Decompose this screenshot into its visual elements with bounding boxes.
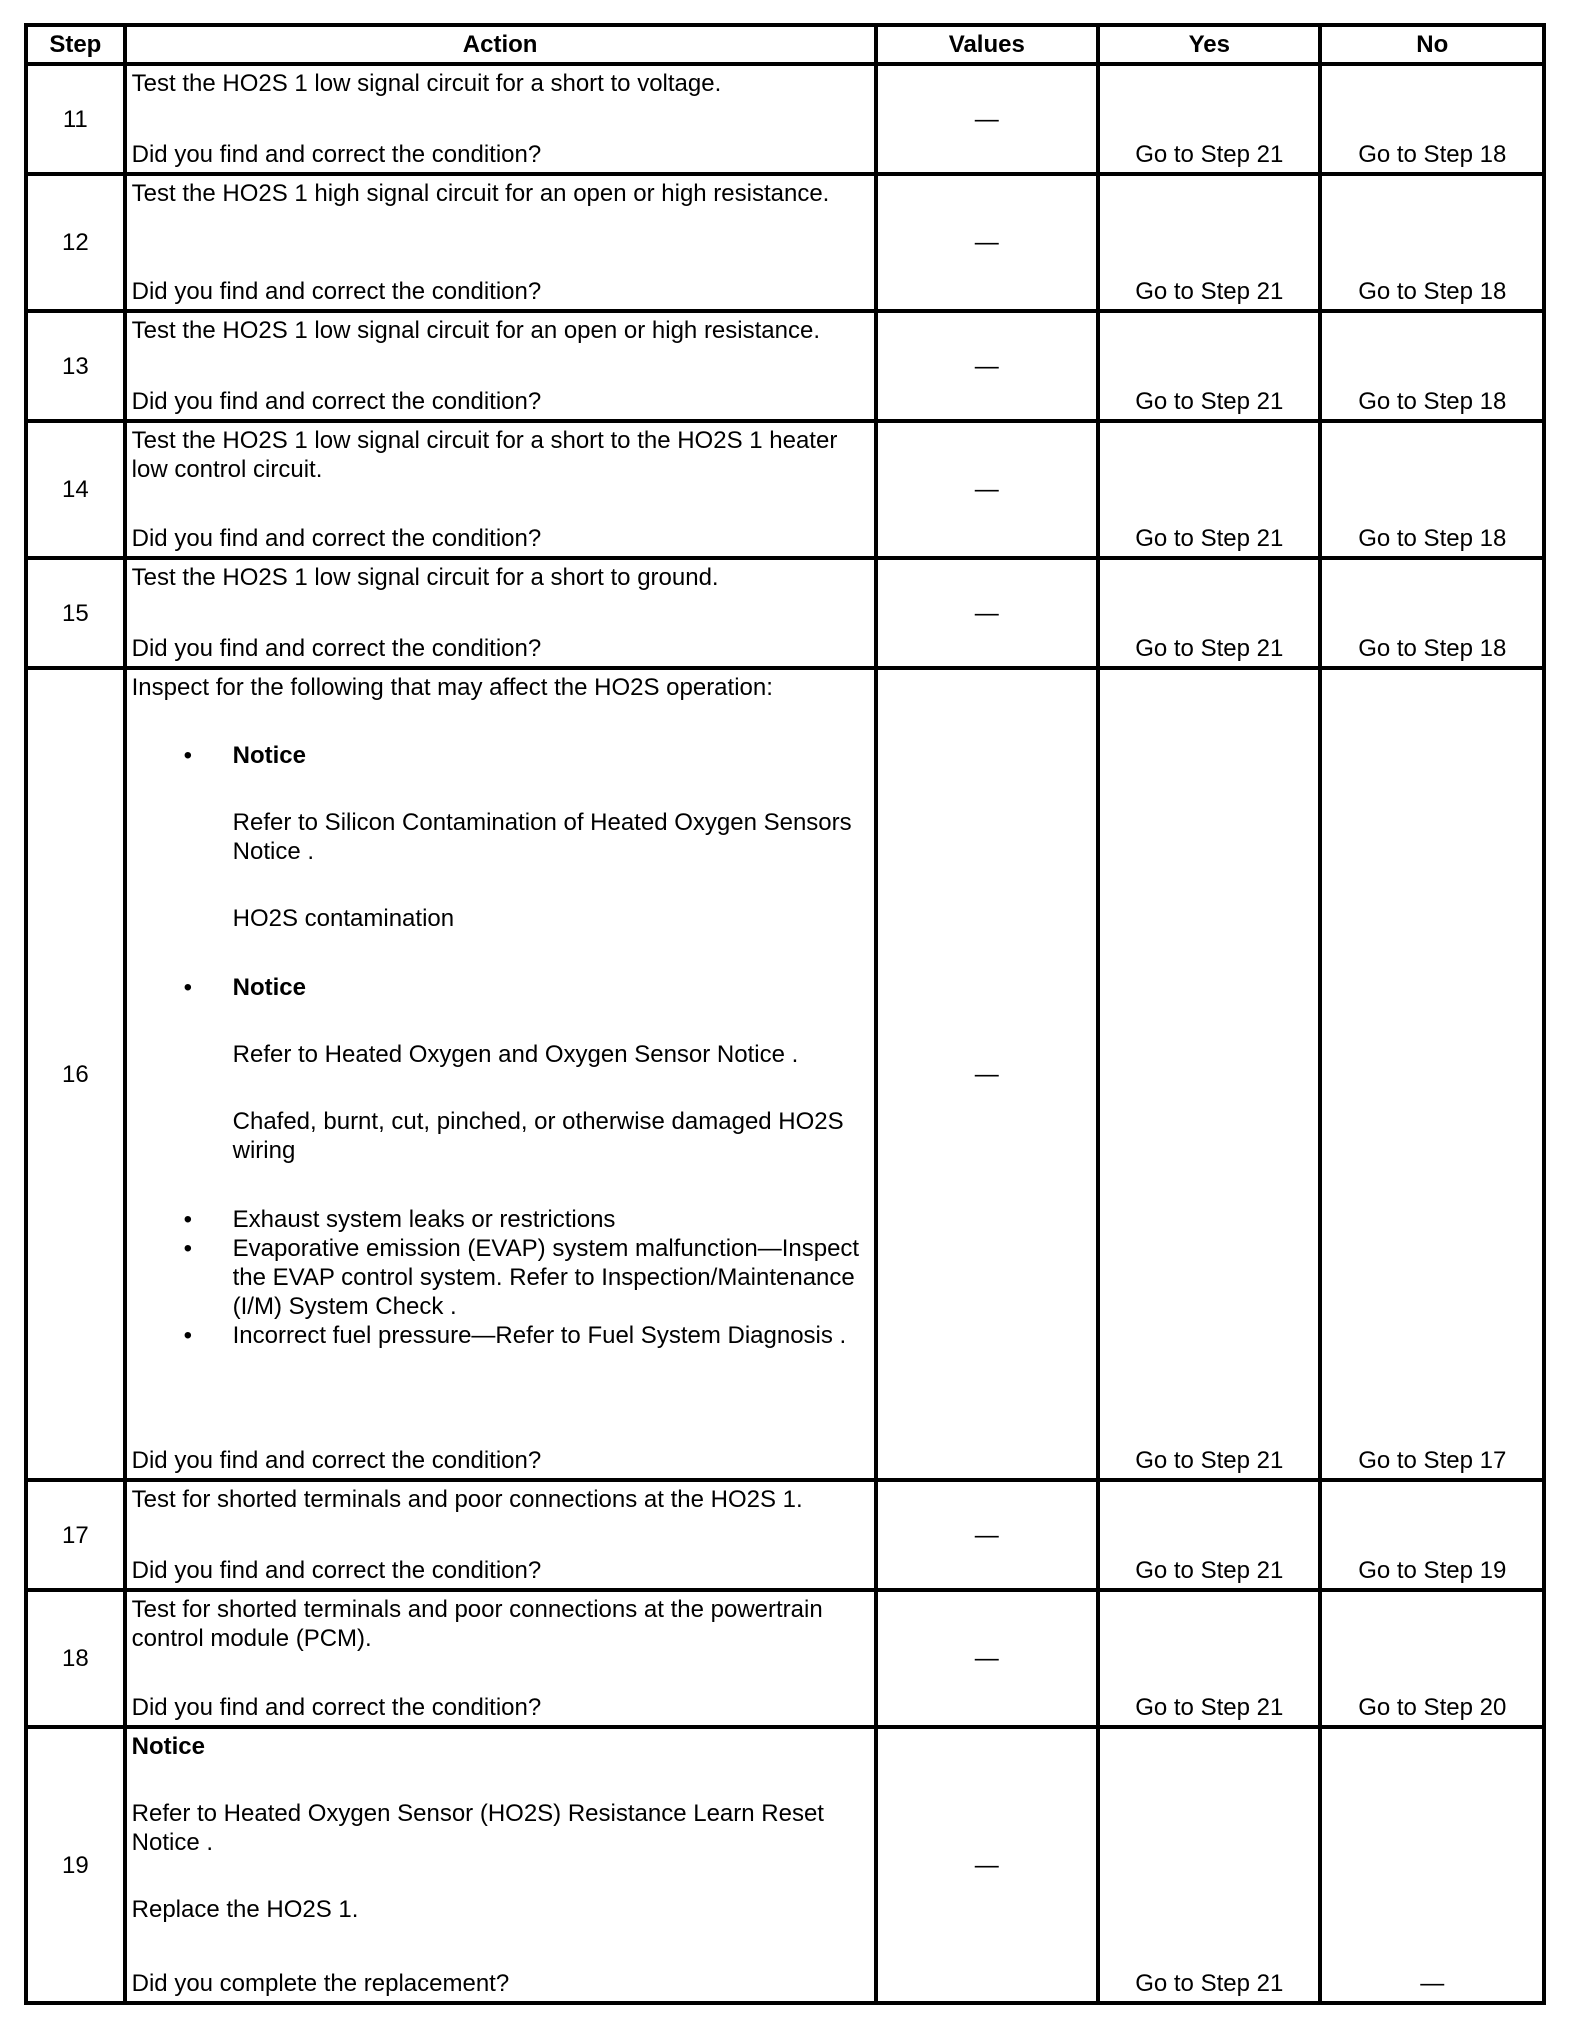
- yes-cell: Go to Step 21: [1098, 1727, 1320, 2003]
- list-item-text: Evaporative emission (EVAP) system malfunction—Inspect the EVAP control system. Refer to Inspection/Maintenance (I/M) System Check .: [232, 1235, 860, 1320]
- question-text: Did you find and correct the condition?: [131, 1557, 542, 1584]
- header-row: [26, 25, 1544, 64]
- no-cell: Go to Step 17: [1320, 668, 1544, 1480]
- notice-title: Notice: [232, 974, 306, 1001]
- yes-cell: Go to Step 21: [1098, 1480, 1320, 1590]
- step-number: 14: [26, 421, 125, 558]
- table-row: [26, 1727, 1544, 2003]
- action-cell: [125, 174, 876, 311]
- notice-text: Refer to Heated Oxygen Sensor (HO2S) Resistance Learn Reset Notice .: [131, 1800, 824, 1856]
- action-cell: [125, 64, 876, 174]
- yes-cell: Go to Step 21: [1098, 668, 1320, 1480]
- action-cell: [125, 1480, 876, 1590]
- action-intro: Inspect for the following that may affect the HO2S operation:: [131, 674, 773, 701]
- question-text: Did you find and correct the condition?: [131, 1447, 542, 1474]
- question-text: Did you find and correct the condition?: [131, 388, 542, 415]
- bullet-icon: •: [183, 974, 193, 1001]
- bullet-icon: •: [183, 742, 193, 769]
- no-cell: Go to Step 18: [1320, 558, 1544, 668]
- header-yes: Yes: [1098, 25, 1320, 64]
- values-cell: —: [876, 421, 1098, 558]
- action-cell: [125, 311, 876, 421]
- action-text: Test the HO2S 1 low signal circuit for a short to voltage.: [131, 70, 722, 97]
- step-number: 15: [26, 558, 125, 668]
- no-cell: —: [1320, 1727, 1544, 2003]
- bullet-icon: •: [183, 1235, 193, 1262]
- action-text: Test the HO2S 1 low signal circuit for an open or high resistance.: [131, 317, 820, 344]
- inspection-list-block: [132, 673, 868, 1350]
- action-text: Test for shorted terminals and poor connections at the HO2S 1.: [131, 1486, 803, 1513]
- no-cell: Go to Step 18: [1320, 174, 1544, 311]
- no-cell: Go to Step 19: [1320, 1480, 1544, 1590]
- question-text: Did you find and correct the condition?: [131, 525, 542, 552]
- table-row: [26, 668, 1544, 1480]
- list-item-text: Exhaust system leaks or restrictions: [232, 1206, 616, 1233]
- values-cell: —: [876, 1590, 1098, 1727]
- header-action: Action: [125, 25, 876, 64]
- header-values: Values: [876, 25, 1098, 64]
- table-row: [26, 421, 1544, 558]
- list-item-text: Chafed, burnt, cut, pinched, or otherwise damaged HO2S wiring: [232, 1108, 844, 1164]
- question-text: Did you complete the replacement?: [131, 1970, 510, 1997]
- notice-title: Notice: [131, 1733, 205, 1760]
- step-number: 17: [26, 1480, 125, 1590]
- bullet-icon: •: [183, 1322, 193, 1349]
- question-text: Did you find and correct the condition?: [131, 141, 542, 168]
- inspection-list: [132, 741, 868, 1350]
- action-cell: [125, 558, 876, 668]
- step-number: 12: [26, 174, 125, 311]
- yes-cell: Go to Step 21: [1098, 64, 1320, 174]
- notice-block: [132, 1732, 868, 1924]
- list-item: [132, 741, 868, 933]
- yes-cell: Go to Step 21: [1098, 311, 1320, 421]
- action-text: Test the HO2S 1 low signal circuit for a short to the HO2S 1 heater low control circuit.: [131, 427, 838, 483]
- list-item-text: Incorrect fuel pressure—Refer to Fuel System Diagnosis .: [232, 1322, 847, 1349]
- yes-cell: Go to Step 21: [1098, 174, 1320, 311]
- action-cell: [125, 1727, 876, 2003]
- action-text: Replace the HO2S 1.: [131, 1896, 359, 1923]
- list-item: [132, 973, 868, 1165]
- values-cell: —: [876, 311, 1098, 421]
- notice-title: Notice: [232, 742, 306, 769]
- header-no: No: [1320, 25, 1544, 64]
- action-text: Test for shorted terminals and poor connections at the powertrain control module (PCM).: [131, 1596, 823, 1652]
- step-number: 18: [26, 1590, 125, 1727]
- table-row: [26, 64, 1544, 174]
- notice-text: Refer to Silicon Contamination of Heated Oxygen Sensors Notice .: [232, 809, 852, 865]
- values-cell: —: [876, 1480, 1098, 1590]
- step-number: 13: [26, 311, 125, 421]
- no-cell: Go to Step 18: [1320, 64, 1544, 174]
- list-item: [132, 1234, 868, 1321]
- table-row: [26, 311, 1544, 421]
- step-number: 11: [26, 64, 125, 174]
- action-text: Test the HO2S 1 low signal circuit for a short to ground.: [131, 564, 719, 591]
- table-row: [26, 1590, 1544, 1727]
- question-text: Did you find and correct the condition?: [131, 635, 542, 662]
- table-row: [26, 558, 1544, 668]
- action-cell: [125, 1590, 876, 1727]
- list-item: [132, 1321, 868, 1350]
- no-cell: Go to Step 18: [1320, 421, 1544, 558]
- yes-cell: Go to Step 21: [1098, 421, 1320, 558]
- step-number: 16: [26, 668, 125, 1480]
- step-number: 19: [26, 1727, 125, 2003]
- values-cell: —: [876, 1727, 1098, 2003]
- action-cell: [125, 421, 876, 558]
- action-cell: [125, 668, 876, 1480]
- bullet-icon: •: [183, 1206, 193, 1233]
- action-text: Test the HO2S 1 high signal circuit for an open or high resistance.: [131, 180, 830, 207]
- table-row: [26, 1480, 1544, 1590]
- yes-cell: Go to Step 21: [1098, 558, 1320, 668]
- diagnostic-table: [24, 23, 1546, 2005]
- header-step: Step: [26, 25, 125, 64]
- values-cell: —: [876, 174, 1098, 311]
- values-cell: —: [876, 668, 1098, 1480]
- no-cell: Go to Step 20: [1320, 1590, 1544, 1727]
- no-cell: Go to Step 18: [1320, 311, 1544, 421]
- values-cell: —: [876, 558, 1098, 668]
- table-row: [26, 174, 1544, 311]
- list-item: [132, 1205, 868, 1234]
- values-cell: —: [876, 64, 1098, 174]
- list-item-text: HO2S contamination: [232, 905, 455, 932]
- question-text: Did you find and correct the condition?: [131, 1694, 542, 1721]
- notice-text: Refer to Heated Oxygen and Oxygen Sensor Notice .: [232, 1041, 799, 1068]
- yes-cell: Go to Step 21: [1098, 1590, 1320, 1727]
- question-text: Did you find and correct the condition?: [131, 278, 542, 305]
